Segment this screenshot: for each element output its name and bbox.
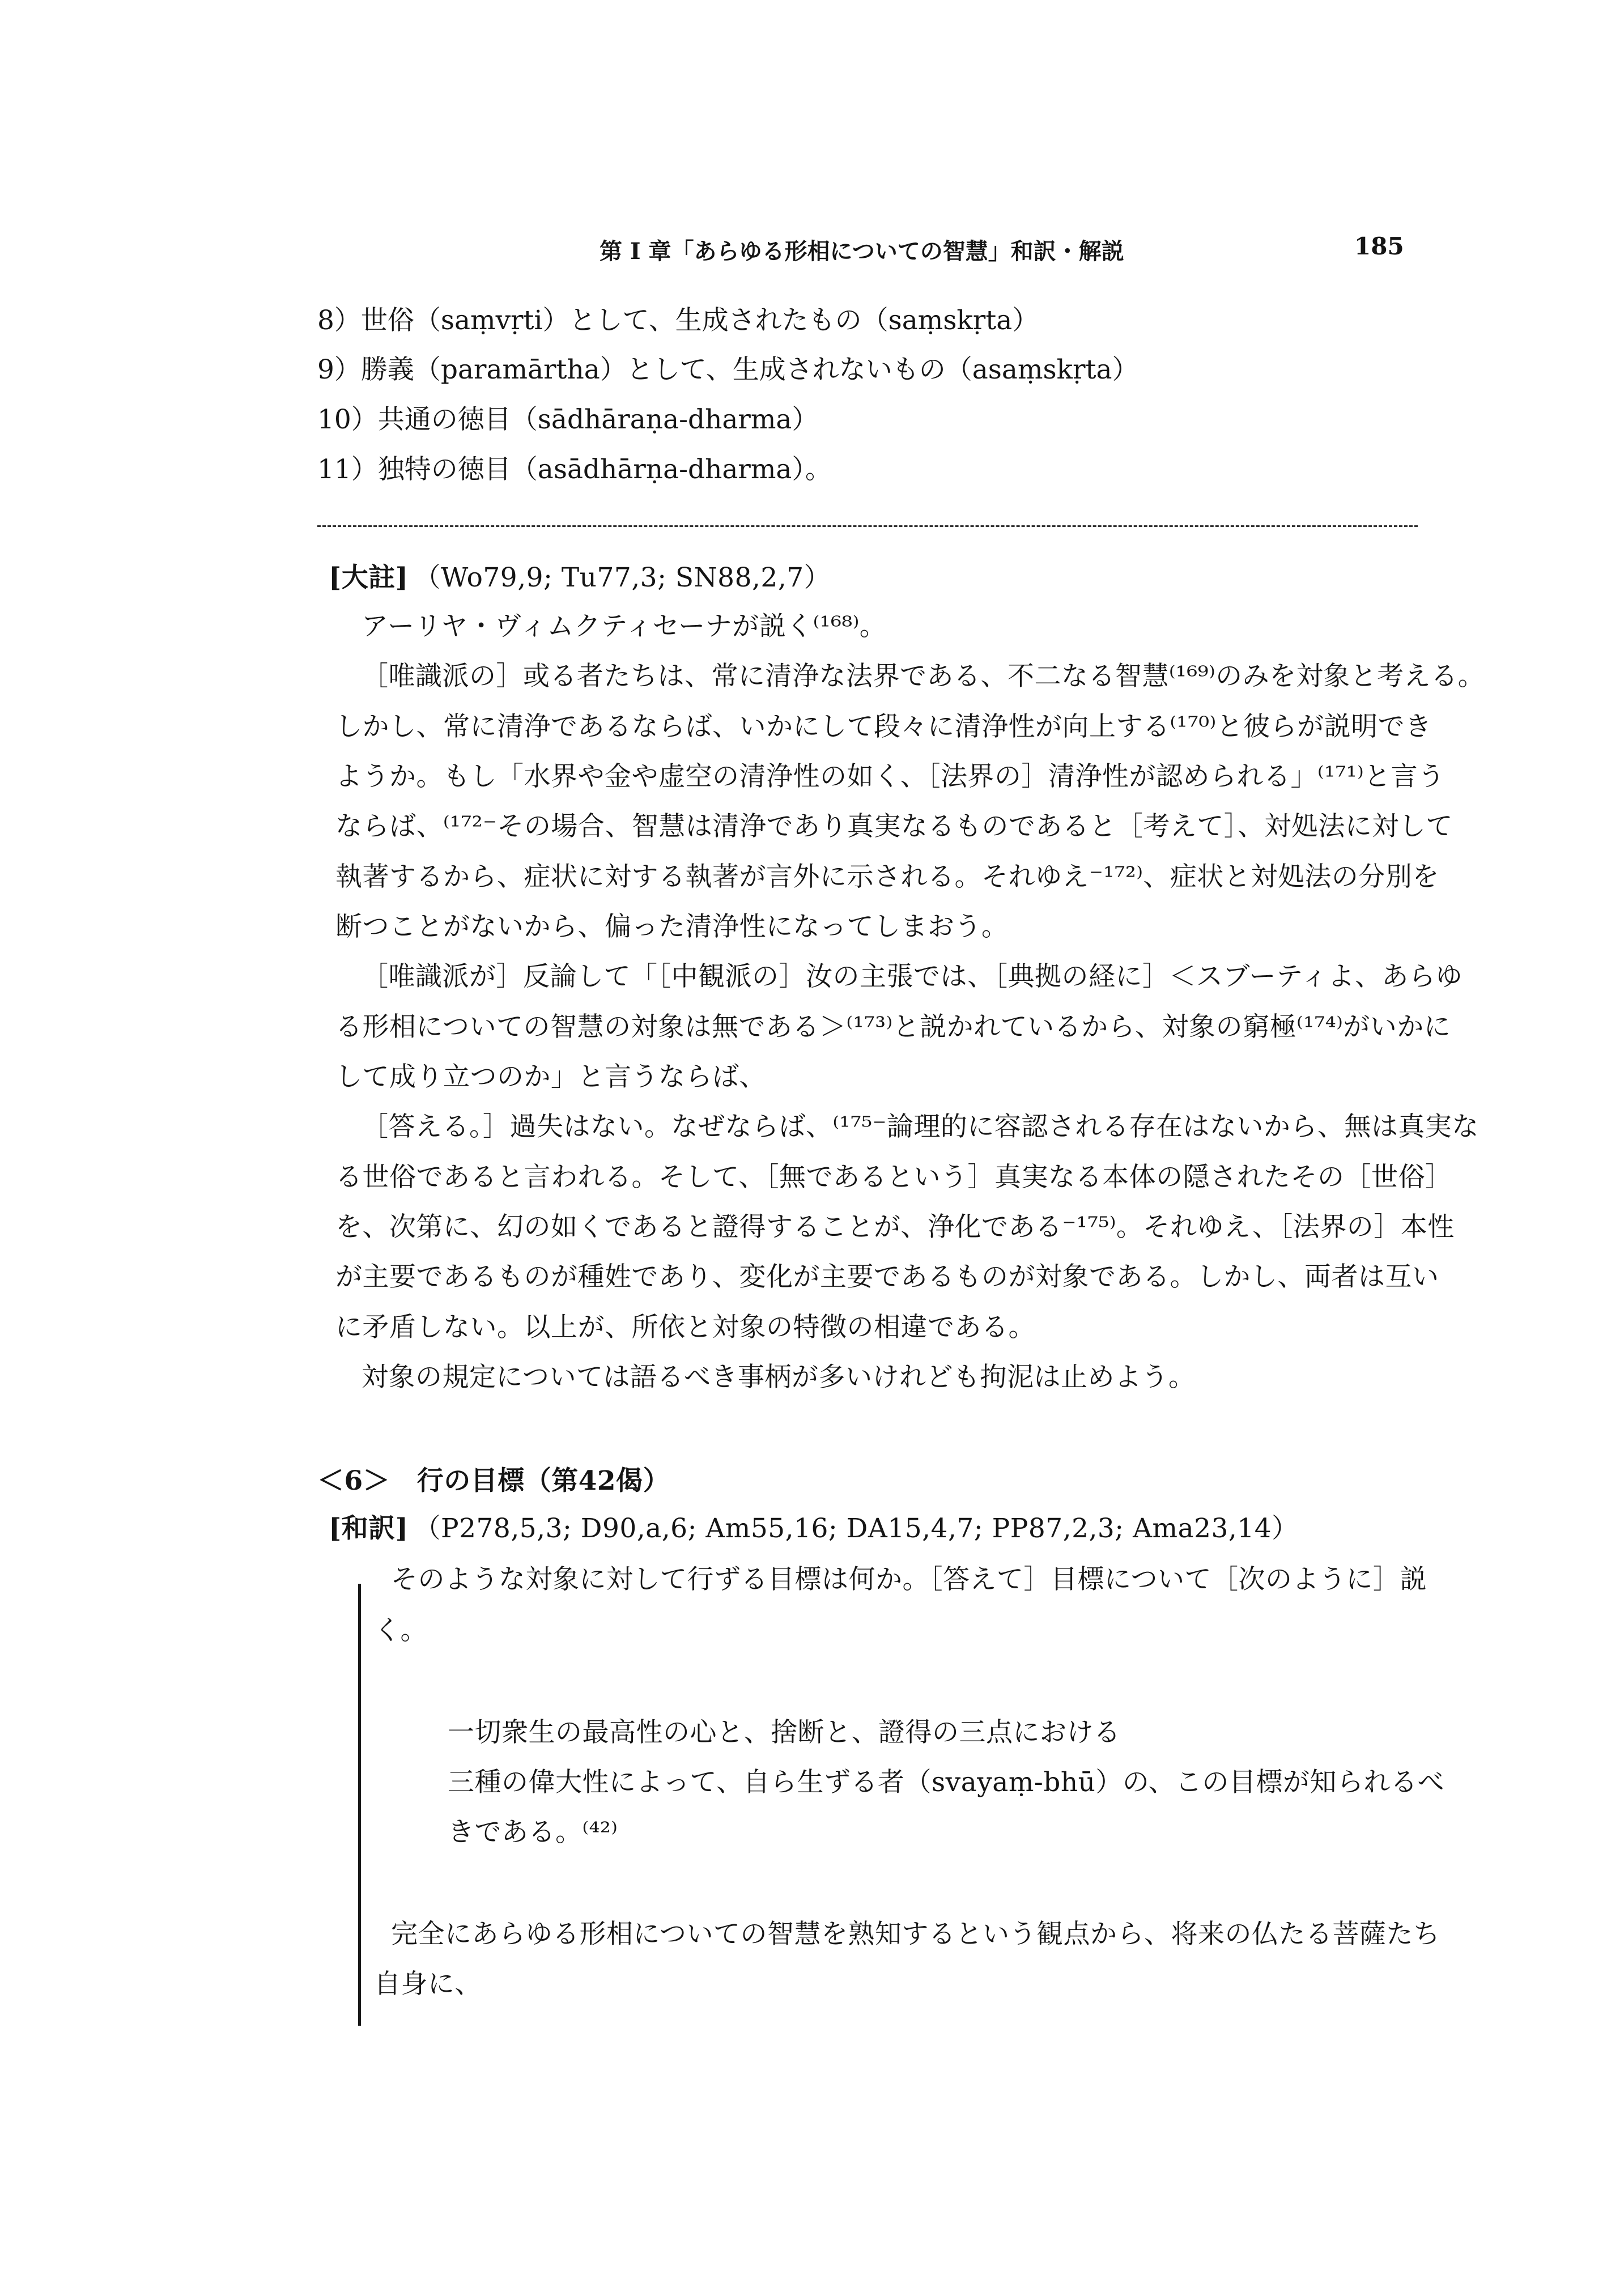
commentary-header bbox=[329, 556, 831, 594]
list-item: 10）共通の徳目（sādhāraṇa-dharma） bbox=[317, 404, 819, 435]
commentary-line: ようか。もし「水界や金や虚空の清浄性の如く、［法界の］清浄性が認められる」⁽¹⁷¹⁾と言う bbox=[335, 761, 1445, 792]
commentary-line: しかし、常に清浄であるならば、いかにして段々に清浄性が向上する⁽¹⁷⁰⁾と彼らが説明でき bbox=[335, 711, 1432, 742]
dashed-divider bbox=[317, 525, 1418, 527]
commentary-refs: （Wo79,9; Tu77,3; SN88,2,7） bbox=[414, 562, 831, 593]
commentary-line: 執著するから、症状に対する執著が言外に示される。それゆえ⁻¹⁷²⁾、症状と対処法の分別を bbox=[335, 861, 1439, 892]
verse-line: きである。⁽⁴²⁾ bbox=[448, 1817, 618, 1848]
section-heading: ＜6＞ 行の目標（第42偈） bbox=[317, 1465, 670, 1496]
translation-label: [和訳] bbox=[329, 1513, 409, 1544]
commentary-line: る世俗であると言われる。そして、［無であるという］真実なる本体の隠されたその［世俗］ bbox=[335, 1162, 1452, 1193]
running-title: 第 I 章「あらゆる形相についての智慧」和訳・解説 bbox=[600, 238, 1124, 265]
commentary-line: ［答える。］過失はない。なぜならば、⁽¹⁷⁵⁻論理的に容認される存在はないから、無は真実な bbox=[362, 1111, 1479, 1142]
list-item: 11）独特の徳目（asādhārṇa-dharma）。 bbox=[317, 454, 832, 485]
commentary-line: が主要であるものが種姓であり、変化が主要であるものが対象である。しかし、両者は互い bbox=[335, 1261, 1439, 1292]
commentary-line: 対象の規定については語るべき事柄が多いけれども拘泥は止めよう。 bbox=[362, 1362, 1196, 1393]
quote-bar bbox=[358, 1584, 361, 2026]
commentary-line: ならば、⁽¹⁷²⁻その場合、智慧は清浄であり真実なるものであると［考えて］、対処法に対して bbox=[335, 811, 1453, 842]
commentary-line: に矛盾しない。以上が、所依と対象の特徴の相違である。 bbox=[335, 1312, 1035, 1343]
closing-line: 完全にあらゆる形相についての智慧を熟知するという観点から、将来の仏たる菩薩たち bbox=[391, 1919, 1440, 1950]
intro-line: く。 bbox=[374, 1615, 428, 1646]
commentary-line: ［唯識派が］反論して「［中観派の］汝の主張では、［典拠の経に］＜スブーティよ、あらゆ bbox=[362, 961, 1463, 992]
commentary-line: ［唯識派の］或る者たちは、常に清浄な法界である、不二なる智慧⁽¹⁶⁹⁾のみを対象と考える。 bbox=[362, 661, 1485, 692]
translation-header bbox=[329, 1507, 1299, 1545]
page-number: 185 bbox=[1354, 232, 1404, 260]
translation-refs: （P278,5,3; D90,a,6; Am55,16; DA15,4,7; PP87,2,3; Ama23,14） bbox=[414, 1513, 1299, 1544]
verse-line: 三種の偉大性によって、自ら生ずる者（svayaṃ-bhū）の、この目標が知られるべ bbox=[448, 1767, 1445, 1798]
intro-line: そのような対象に対して行ずる目標は何か。［答えて］目標について［次のように］説 bbox=[391, 1564, 1427, 1595]
list-item: 9）勝義（paramārtha）として、生成されないもの（asaṃskṛta） bbox=[317, 354, 1139, 385]
commentary-line: を、次第に、幻の如くであると證得することが、浄化である⁻¹⁷⁵⁾。それゆえ、［法界の］本性 bbox=[335, 1211, 1455, 1243]
commentary-line: る形相についての智慧の対象は無である＞⁽¹⁷³⁾と説かれているから、対象の窮極⁽¹⁷⁴⁾がいかに bbox=[335, 1011, 1451, 1043]
commentary-line: して成り立つのか」と言うならば、 bbox=[335, 1061, 766, 1092]
closing-line: 自身に、 bbox=[374, 1968, 482, 2000]
commentary-line: 断つことがないから、偏った清浄性になってしまおう。 bbox=[335, 911, 1009, 942]
verse-line: 一切衆生の最高性の心と、捨断と、證得の三点における bbox=[448, 1717, 1121, 1748]
list-item: 8）世俗（saṃvṛti）として、生成されたもの（saṃskṛta） bbox=[317, 305, 1039, 336]
commentary-label: [大註] bbox=[329, 562, 409, 593]
commentary-paragraph: アーリヤ・ヴィムクティセーナが説く⁽¹⁶⁸⁾。 bbox=[362, 611, 887, 642]
